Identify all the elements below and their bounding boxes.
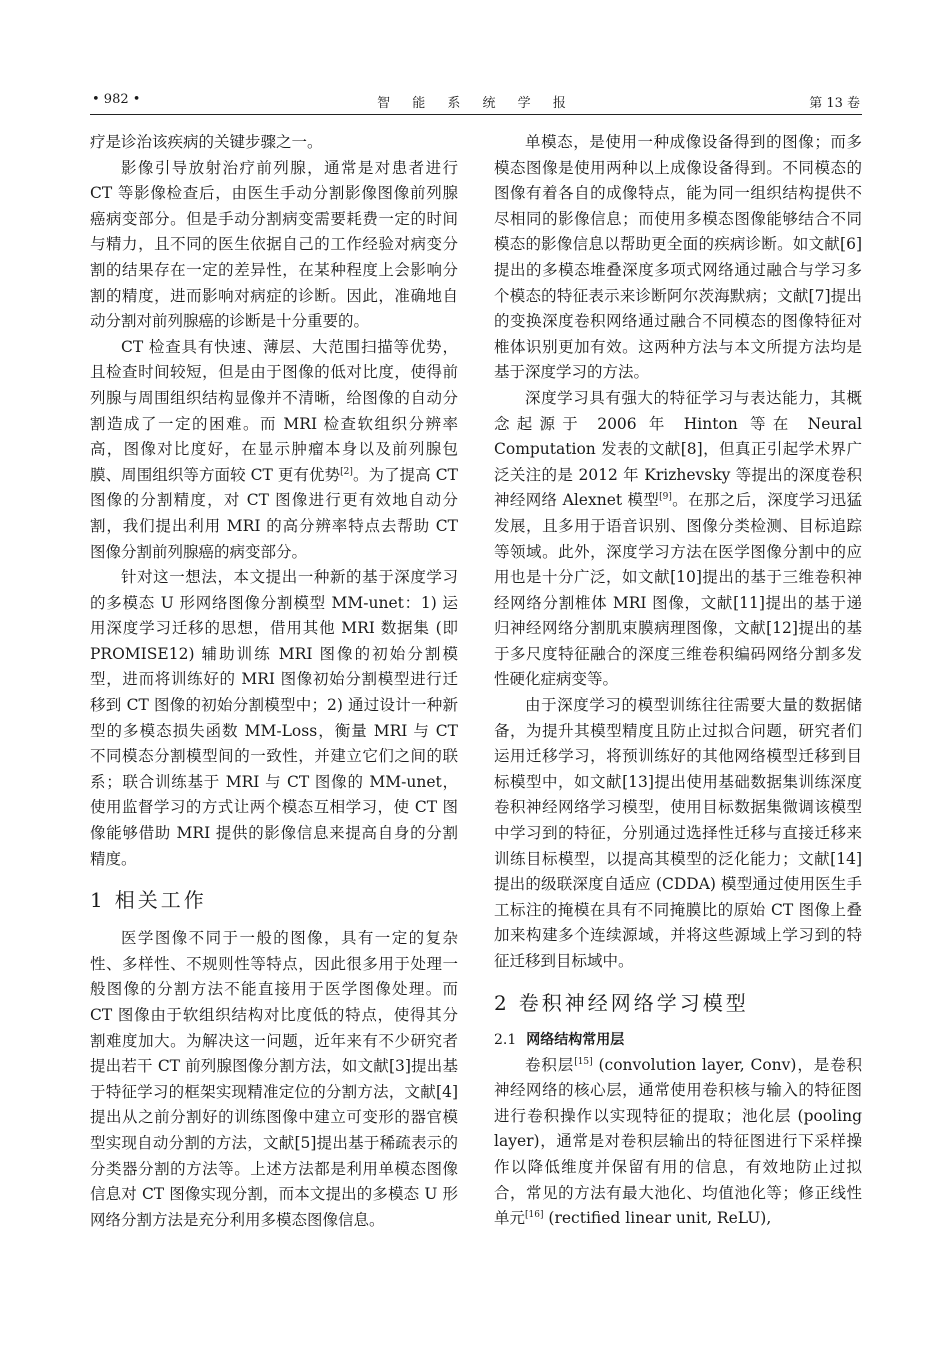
left-column (90, 130, 458, 1233)
page-header (90, 92, 862, 115)
paragraph: 影像引导放射治疗前列腺，通常是对患者进行 CT 等影像检查后，由医生手动分割影像图像前列腺癌病变部分。但是手动分割病变需要耗费一定的时间与精力，且不同的医生依据自己的工作经验对病变分割的结果存在一定的差异性，在某种程度上会影响分割的精度，进而影响对病症的诊断。因此，准确地自动分割对前列腺癌的诊断是十分重要的。 (90, 158, 458, 331)
section-heading: 2 卷积神经网络学习模型 (494, 990, 749, 1015)
section-heading: 1 相关工作 (90, 888, 207, 913)
citation: [12] (766, 619, 798, 638)
citation: [7] (808, 286, 831, 305)
citation: [8] (680, 440, 703, 459)
paragraph: CT 检查具有快速、薄层、大范围扫描等优势，且检查时间较短，但是由于图像的低对比度，使得前列腺与周围组织结构显像并不清晰，给图像的自动分割造成了一定的困难。而 MRI 检查软组织分辨率高，图像对比度好，在显示肿瘤本身以及前列腺包膜、周围组织等方面较 CT 更有优势[2]。为了提高 CT 图像的分割精度，对 CT 图像进行更有效地自动分割，我们提出利用 MRI 的高分辨率特点去帮助 CT 图像分割前列腺癌的病变部分。 (90, 337, 458, 561)
citation: [10] (670, 568, 702, 587)
citation: [13] (622, 772, 654, 791)
citation: [2] (340, 466, 353, 477)
page-number: • 982 • (92, 92, 141, 107)
citation: [16] (525, 1210, 544, 1220)
right-column (494, 130, 862, 1232)
citation: [14] (830, 849, 862, 868)
subsection-heading: 2.1 网络结构常用层 (494, 1031, 625, 1048)
paragraph: 由于深度学习的模型训练往往需要大量的数据储备，为提升其模型精度且防止过拟合问题，研究者们运用迁移学习，将预训练好的其他网络模型迁移到目标模型中，如文献[13]提出使用基础数据集训练深度卷积神经网络学习模型，使用目标数据集微调该模型中学习到的特征，分别通过选择性迁移与直接迁移来训练目标模型，以提高其模型的泛化能力；文献[14]提出的级联深度自适应 (CDDA) 模型通过使用医生手工标注的掩模在具有不同掩膜比的原始 CT 图像上叠加来构建多个连续源域，并将这些源域上学习到的特征迁移到目标域中。 (494, 696, 862, 970)
citation: [6] (840, 235, 862, 254)
journal-title: 智 能 系 统 学 报 (377, 96, 575, 111)
paragraph: 单模态，是使用一种成像设备得到的图像；而多模态图像是使用两种以上成像设备得到。不同模态的图像有着各自的成像特点，能为同一组织结构提供不尽相同的影像信息；而使用多模态图像能够结合不同模态的影像信息以帮助更全面的疾病诊断。如文献[6]提出的多模态堆叠深度多项式网络通过融合与学习多个模态的特征表示来诊断阿尔茨海默病；文献[7]提出的变换深度卷积网络通过融合不同模态的图像特征对椎体识别更加有效。这两种方法与本文所提方法均是基于深度学习的方法。 (494, 133, 862, 382)
citation: [9] (659, 492, 672, 503)
paragraph: 针对这一想法，本文提出一种新的基于深度学习的多模态 U 形网络图像分割模型 MM-unet：1) 运用深度学习迁移的思想，借用其他 MRI 数据集 (即 PROMISE12) 辅助训练 MRI 图像的初始分割模型，进而将训练好的 MRI 图像初始分割模型进行迁移到 CT 图像的初始分割模型中；2) 通过设计一种新型的多模态损失函数 MM-Loss，衡量 MRI 与 CT 不同模态分割模型间的一致性，并建立它们之间的联系；联合训练基于 MRI 与 CT 图像的 MM-unet，使用监督学习的方式让两个模态互相学习，使 CT 图像能够借助 MRI 提供的影像信息来提高自身的分割精度。 (90, 568, 458, 868)
citation: [11] (733, 593, 765, 612)
citation: [5] (294, 1133, 317, 1152)
paragraph: 卷积层[15] (convolution layer, Conv)，是卷积神经网络的核心层，通常使用卷积核与输入的特征图进行卷积操作以实现特征的提取；池化层 (pooling layer)，通常是对卷积层输出的特征图进行下采样操作以降低维度并保留有用的信息，有效地防止过拟合，常见的方法有最大池化、均值池化等；修正线性单元[16] (rectified linear unit, ReLU), (494, 1055, 862, 1228)
paragraph: 医学图像不同于一般的图像，具有一定的复杂性、多样性、不规则性等特点，因此很多用于处理一般图像的分割方法不能直接用于医学图像处理。而 CT 图像由于软组织结构对比度低的特点，使得其分割难度加大。为解决这一问题，近年来有不少研究者提出若干 CT 前列腺图像分割方法，如文献[3]提出基于特征学习的框架实现精准定位的分割方法，文献[4]提出从之前分割好的训练图像中建立可变形的器官模型实现自动分割的方法，文献[5]提出基于稀疏表示的分类器分割的方法等。上述方法都是利用单模态图像信息对 CT 图像实现分割，而本文提出的多模态 U 形网络分割方法是充分利用多模态图像信息。 (90, 929, 458, 1229)
paragraph: 深度学习具有强大的特征学习与表达能力，其概念起源于 2006 年 Hinton 等在 Neural Computation 发表的文献[8]，但真正引起学术界广泛关注的是 2012 年 Krizhevsky 等提出的深度卷积神经网络 Alexnet 模型[9]。在那之后，深度学习迅猛发展，且多用于语音识别、图像分类检测、目标追踪等领域。此外，深度学习方法在医学图像分割中的应用也是十分广泛，如文献[10]提出的基于三维卷积神经网络分割椎体 MRI 图像，文献[11]提出的基于递归神经网络分割肌束膜病理图像，文献[12]提出的基于多尺度特征融合的深度三维卷积编码网络分割多发性硬化症病变等。 (494, 388, 862, 689)
citation: [4] (436, 1082, 458, 1101)
volume-label: 第 13 卷 (809, 96, 860, 111)
citation: [15] (574, 1056, 593, 1067)
citation: [3] (388, 1057, 411, 1076)
paragraph: 疗是诊治该疾病的关键步骤之一。 (90, 133, 323, 151)
